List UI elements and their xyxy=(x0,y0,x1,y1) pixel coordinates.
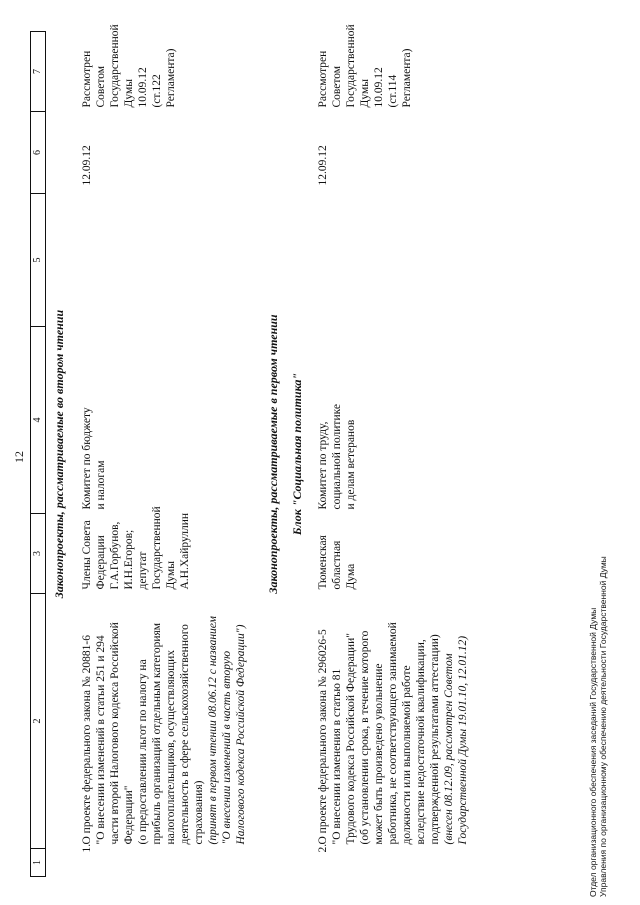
status-cell xyxy=(316,24,470,112)
date-cell: 12.09.12 xyxy=(81,145,93,186)
section-heading-row xyxy=(260,32,288,877)
author-line: Члены Совета xyxy=(81,520,93,590)
column-number: 6 xyxy=(31,112,46,194)
bill-title-line: "О внесении изменения в статью 81 xyxy=(331,668,343,845)
section-heading: Законопроекты, рассматриваемые в первом чтении xyxy=(266,314,280,594)
status-line: Думы 10.09.12 xyxy=(359,67,385,108)
status-line: Советом xyxy=(95,65,107,108)
block-heading: Блок "Социальная политика" xyxy=(290,372,304,536)
bill-title-line: вследствие недостаточной квалификации, xyxy=(415,639,427,845)
footer-line: Отдел организационного обеспечения заседаний Государственной Думы xyxy=(588,607,598,897)
status-line: Советом xyxy=(331,65,343,108)
bill-title-line: может быть произведено увольнение xyxy=(373,663,385,845)
bill-note-line: Налогового кодекса Российской Федерации") xyxy=(235,624,247,845)
status-line: Рассмотрен xyxy=(317,50,329,108)
author-line: Тюменская xyxy=(317,535,329,590)
block-heading-row xyxy=(288,32,316,877)
column-number: 4 xyxy=(31,327,46,514)
bill-title-line: деятельность в сфере сельскохозяйственного xyxy=(179,624,191,845)
column-5-cell xyxy=(74,194,260,327)
author-line: Государственной xyxy=(151,506,163,590)
bill-description xyxy=(316,594,470,849)
bill-note-line: (принят в первом чтении 08.06.12 с названием xyxy=(207,616,219,845)
committee-line: и налогам xyxy=(95,460,107,510)
committee-line: социальной политике xyxy=(331,403,343,510)
committee-line: и делам ветеранов xyxy=(345,419,357,510)
status-cell xyxy=(74,24,260,112)
bill-title-line: "О внесении изменений в статьи 251 и 294 xyxy=(95,635,107,845)
bill-note-line: (внесен 08.12.09, рассмотрен Советом xyxy=(443,653,455,845)
author-line: А.Н.Хайруллин xyxy=(179,512,191,590)
status-line: (ст.122 Регламента) xyxy=(151,48,177,108)
bill-title-line: работника, не соответствующего занимаемой xyxy=(387,622,399,845)
column-number: 7 xyxy=(31,32,46,112)
column-number: 1 xyxy=(31,849,46,877)
author-line: Г.А.Горбунов, xyxy=(109,521,121,590)
column-number-row xyxy=(31,32,46,877)
status-line: Рассмотрен xyxy=(81,50,93,108)
committee-line: Комитет по труду, xyxy=(317,421,329,510)
status-line: (ст.114 Регламента) xyxy=(387,48,413,108)
bill-note-line: "О внесении изменений в часть вторую xyxy=(221,650,233,845)
date-cell: 12.09.12 xyxy=(317,145,329,186)
footer xyxy=(588,556,608,897)
status-line: Государственной xyxy=(109,24,121,108)
section-heading: Законопроекты, рассматриваемые во втором чтении xyxy=(52,309,66,599)
bill-title-line: Трудового кодекса Российской Федерации" xyxy=(345,633,357,845)
author-line: И.Н.Егоров; xyxy=(123,529,135,590)
section-heading-row xyxy=(46,32,75,877)
responsible-committee xyxy=(316,327,470,514)
bill-title-line: налогоплательщиков, осуществляющих xyxy=(165,649,177,845)
page-number: 12 xyxy=(12,451,26,463)
table-row xyxy=(74,32,260,877)
bill-title-line: (об установлении срока, в течение которого xyxy=(359,630,371,845)
bill-title-line: подтвержденной результатами аттестации) xyxy=(429,634,441,845)
status-line: Думы 10.09.12 xyxy=(123,67,149,108)
bill-title-line: должности или выполняемой работе xyxy=(401,665,413,845)
responsible-committee xyxy=(74,327,260,514)
column-number: 3 xyxy=(31,514,46,594)
row-number: 1. xyxy=(81,843,93,853)
author-line: Федерации xyxy=(95,535,107,590)
bill-title-line: О проекте федерального закона № 296026-5 xyxy=(317,629,329,845)
bill-title-line: страхования) xyxy=(193,780,205,845)
status-line: Государственной xyxy=(345,24,357,108)
author-line: областная Дума xyxy=(331,540,357,590)
bill-title-line: (о предоставлении льгот по налогу на xyxy=(137,659,149,845)
bill-title-line: прибыль организаций отдельным категориям xyxy=(151,622,163,845)
bill-title-line: Федерации" xyxy=(123,785,135,845)
footer-line: Управления по организационному обеспечению деятельности Государственной Думы xyxy=(598,556,608,897)
author-line: депутат xyxy=(137,551,149,590)
bill-title-line: О проекте федерального закона № 20881-6 xyxy=(81,635,93,845)
bill-note-line: Государственной Думы 19.01.10, 12.01.12) xyxy=(457,635,469,845)
committee-line: Комитет по бюджету xyxy=(81,407,93,510)
bills-table xyxy=(30,24,470,877)
bill-title-line: части второй Налогового кодекса Российской xyxy=(109,622,121,845)
bill-authors xyxy=(316,514,470,594)
column-number: 2 xyxy=(31,594,46,849)
column-number: 5 xyxy=(31,194,46,327)
column-5-cell xyxy=(316,194,470,327)
table-row xyxy=(316,32,470,877)
row-number: 2. xyxy=(317,843,329,853)
bill-description xyxy=(74,594,260,849)
author-line: Думы xyxy=(165,561,177,590)
bill-authors xyxy=(74,506,260,594)
